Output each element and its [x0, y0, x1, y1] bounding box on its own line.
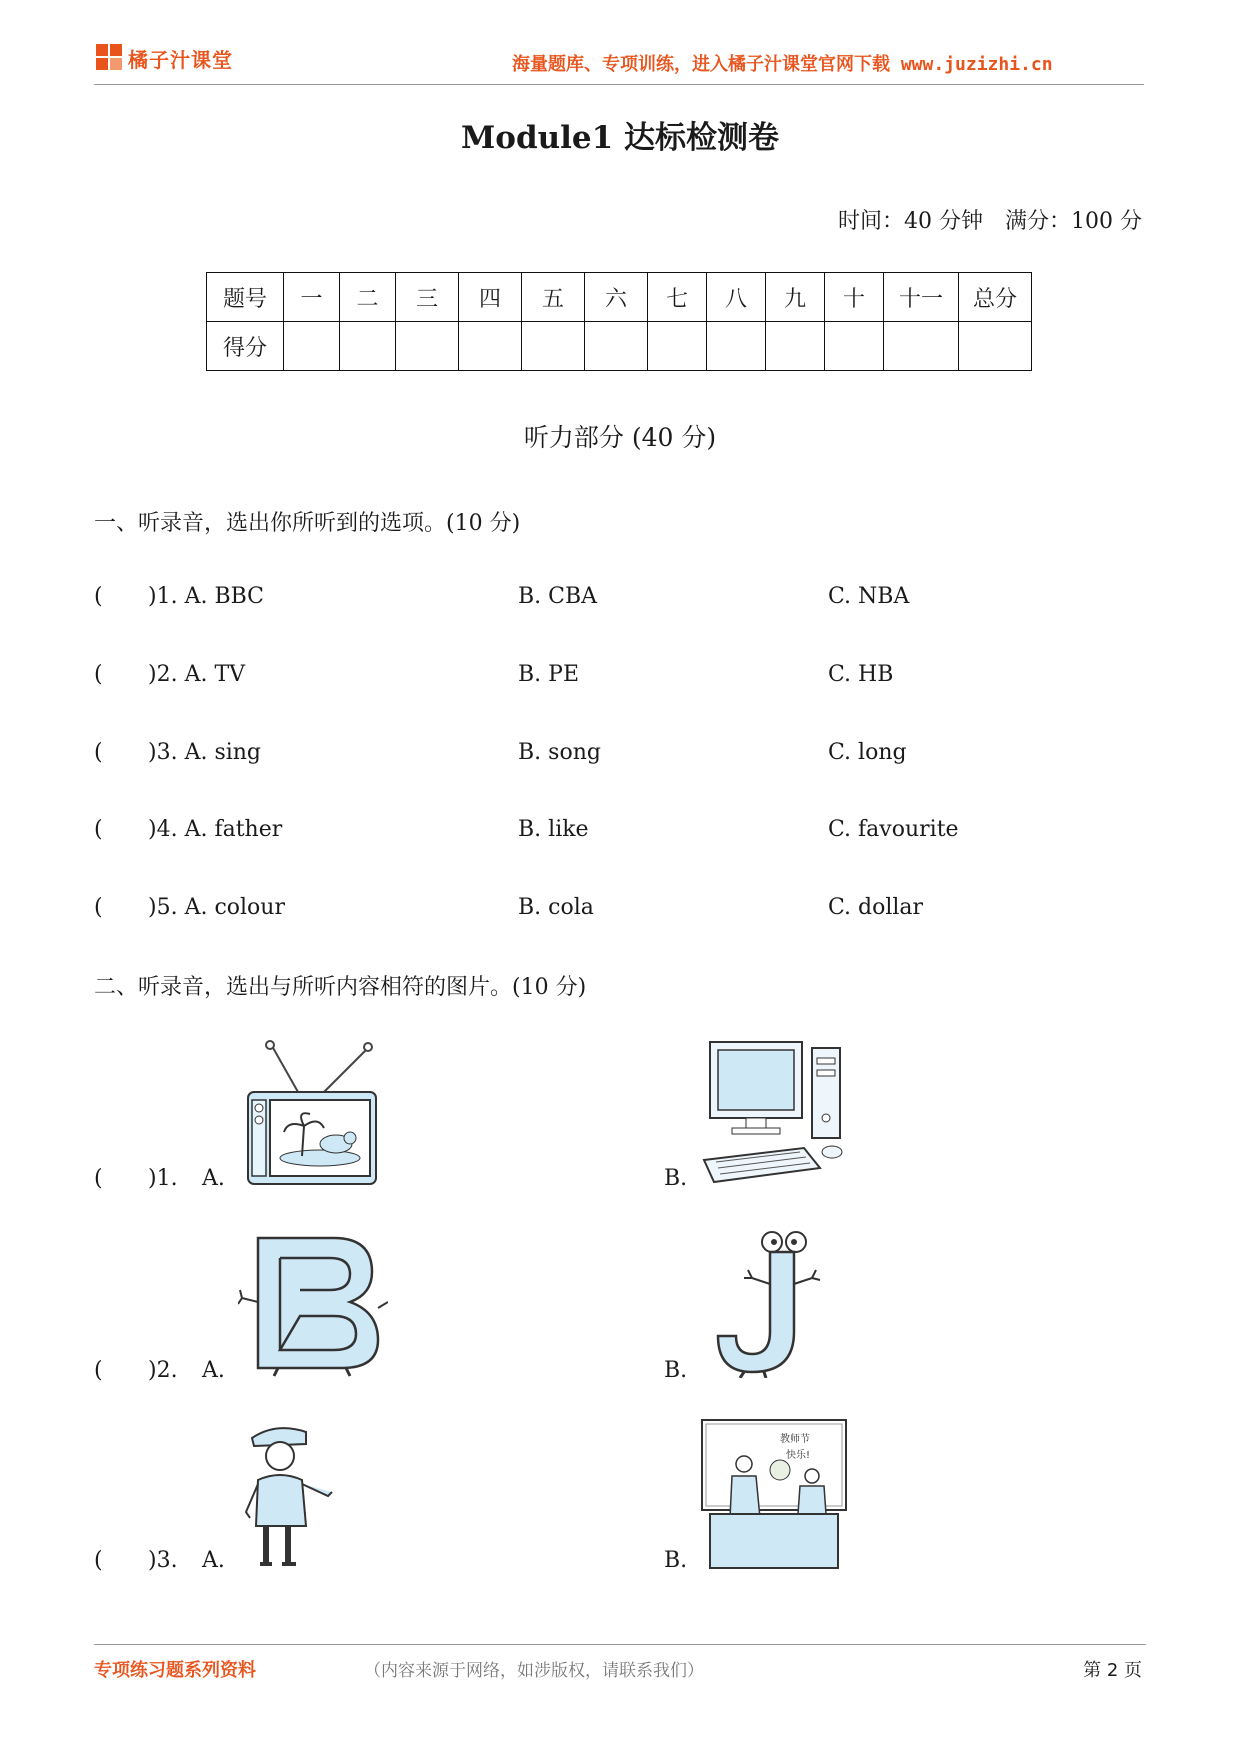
option-a: )3. A. sing [148, 740, 262, 765]
score-cell[interactable] [396, 322, 459, 371]
score-cell[interactable] [825, 322, 884, 371]
answer-paren[interactable]: ( [94, 1166, 103, 1191]
score-cell[interactable] [707, 322, 766, 371]
table-row-label: 得分 [207, 322, 284, 371]
answer-paren[interactable]: ( [94, 1358, 103, 1383]
score-table-score-row [207, 322, 1032, 371]
option-a: )2. A. TV [148, 662, 246, 687]
table-header-cell: 三 [396, 273, 459, 322]
answer-paren[interactable]: ( [94, 662, 103, 687]
table-header-cell: 八 [707, 273, 766, 322]
table-header-cell: 二 [340, 273, 396, 322]
time-score-info: 时间：40 分钟 满分：100 分 [838, 209, 1142, 234]
option-a: )5. A. colour [148, 895, 285, 920]
table-header-cell: 九 [766, 273, 825, 322]
table-header-cell: 十一 [884, 273, 959, 322]
brand-name: 橘子汁课堂 [128, 48, 233, 72]
option-b: B. song [518, 740, 601, 765]
item-number: )3. [148, 1548, 178, 1573]
question-2-title: 二、听录音，选出与所听内容相符的图片。(10 分) [94, 975, 587, 1000]
letter-j-icon[interactable] [704, 1228, 844, 1378]
option-b: B. PE [518, 662, 580, 687]
option-b: B. like [518, 817, 589, 842]
score-cell[interactable] [585, 322, 648, 371]
option-b: B. CBA [518, 584, 598, 609]
score-table-header-row [207, 273, 1032, 322]
table-header-cell: 四 [459, 273, 522, 322]
option-a-label: A. [202, 1166, 225, 1191]
board-text-line-2: 快乐! [786, 1450, 811, 1461]
option-c: C. NBA [828, 584, 910, 609]
teachers-day-icon[interactable] [700, 1418, 848, 1570]
option-a: )1. A. BBC [148, 584, 265, 609]
header-divider [94, 84, 1144, 85]
option-c: C. HB [828, 662, 894, 687]
answer-paren[interactable]: ( [94, 1548, 103, 1573]
page-title: Module1 达标检测卷 [460, 120, 780, 156]
option-a: )4. A. father [148, 817, 283, 842]
score-cell[interactable] [284, 322, 340, 371]
score-cell[interactable] [522, 322, 585, 371]
section-title: 听力部分 (40 分) [523, 423, 717, 452]
option-a-label: A. [202, 1358, 225, 1383]
score-cell[interactable] [959, 322, 1032, 371]
table-header-cell: 六 [585, 273, 648, 322]
footer-divider [94, 1644, 1146, 1645]
footer-copyright-note: （内容来源于网络，如涉版权，请联系我们） [364, 1661, 704, 1681]
footer-series-label: 专项练习题系列资料 [94, 1660, 256, 1681]
score-cell[interactable] [340, 322, 396, 371]
option-c: C. dollar [828, 895, 924, 920]
option-b-label: B. [664, 1358, 688, 1383]
teachers-day-scene [700, 1418, 848, 1570]
option-b-label: B. [664, 1548, 688, 1573]
police-officer-icon[interactable] [236, 1422, 336, 1572]
option-a-label: A. [202, 1548, 225, 1573]
table-header-cell: 题号 [207, 273, 284, 322]
table-header-cell: 五 [522, 273, 585, 322]
board-text-line-1: 教师节 [780, 1434, 810, 1445]
option-b: B. cola [518, 895, 594, 920]
table-header-cell: 总分 [959, 273, 1032, 322]
answer-paren[interactable]: ( [94, 740, 103, 765]
tv-icon[interactable] [240, 1040, 380, 1190]
score-cell[interactable] [459, 322, 522, 371]
item-number: )2. [148, 1358, 178, 1383]
option-c: C. favourite [828, 817, 959, 842]
score-table [206, 272, 1032, 371]
answer-paren[interactable]: ( [94, 817, 103, 842]
answer-paren[interactable]: ( [94, 895, 103, 920]
option-b-label: B. [664, 1166, 688, 1191]
table-header-cell: 十 [825, 273, 884, 322]
page-number: 第 2 页 [1083, 1660, 1142, 1681]
score-cell[interactable] [766, 322, 825, 371]
table-header-cell: 一 [284, 273, 340, 322]
table-header-cell: 七 [648, 273, 707, 322]
score-cell[interactable] [884, 322, 959, 371]
computer-icon[interactable] [700, 1038, 850, 1188]
question-1-title: 一、听录音，选出你所听到的选项。(10 分) [94, 511, 521, 536]
letter-b-icon[interactable] [238, 1228, 388, 1378]
score-cell[interactable] [648, 322, 707, 371]
answer-paren[interactable]: ( [94, 584, 103, 609]
item-number: )1. [148, 1166, 178, 1191]
header-slogan[interactable]: 海量题库、专项训练，进入橘子汁课堂官网下载 www.juzizhi.cn [512, 54, 1053, 75]
option-c: C. long [828, 740, 907, 765]
brand-logo-icon [96, 44, 124, 72]
